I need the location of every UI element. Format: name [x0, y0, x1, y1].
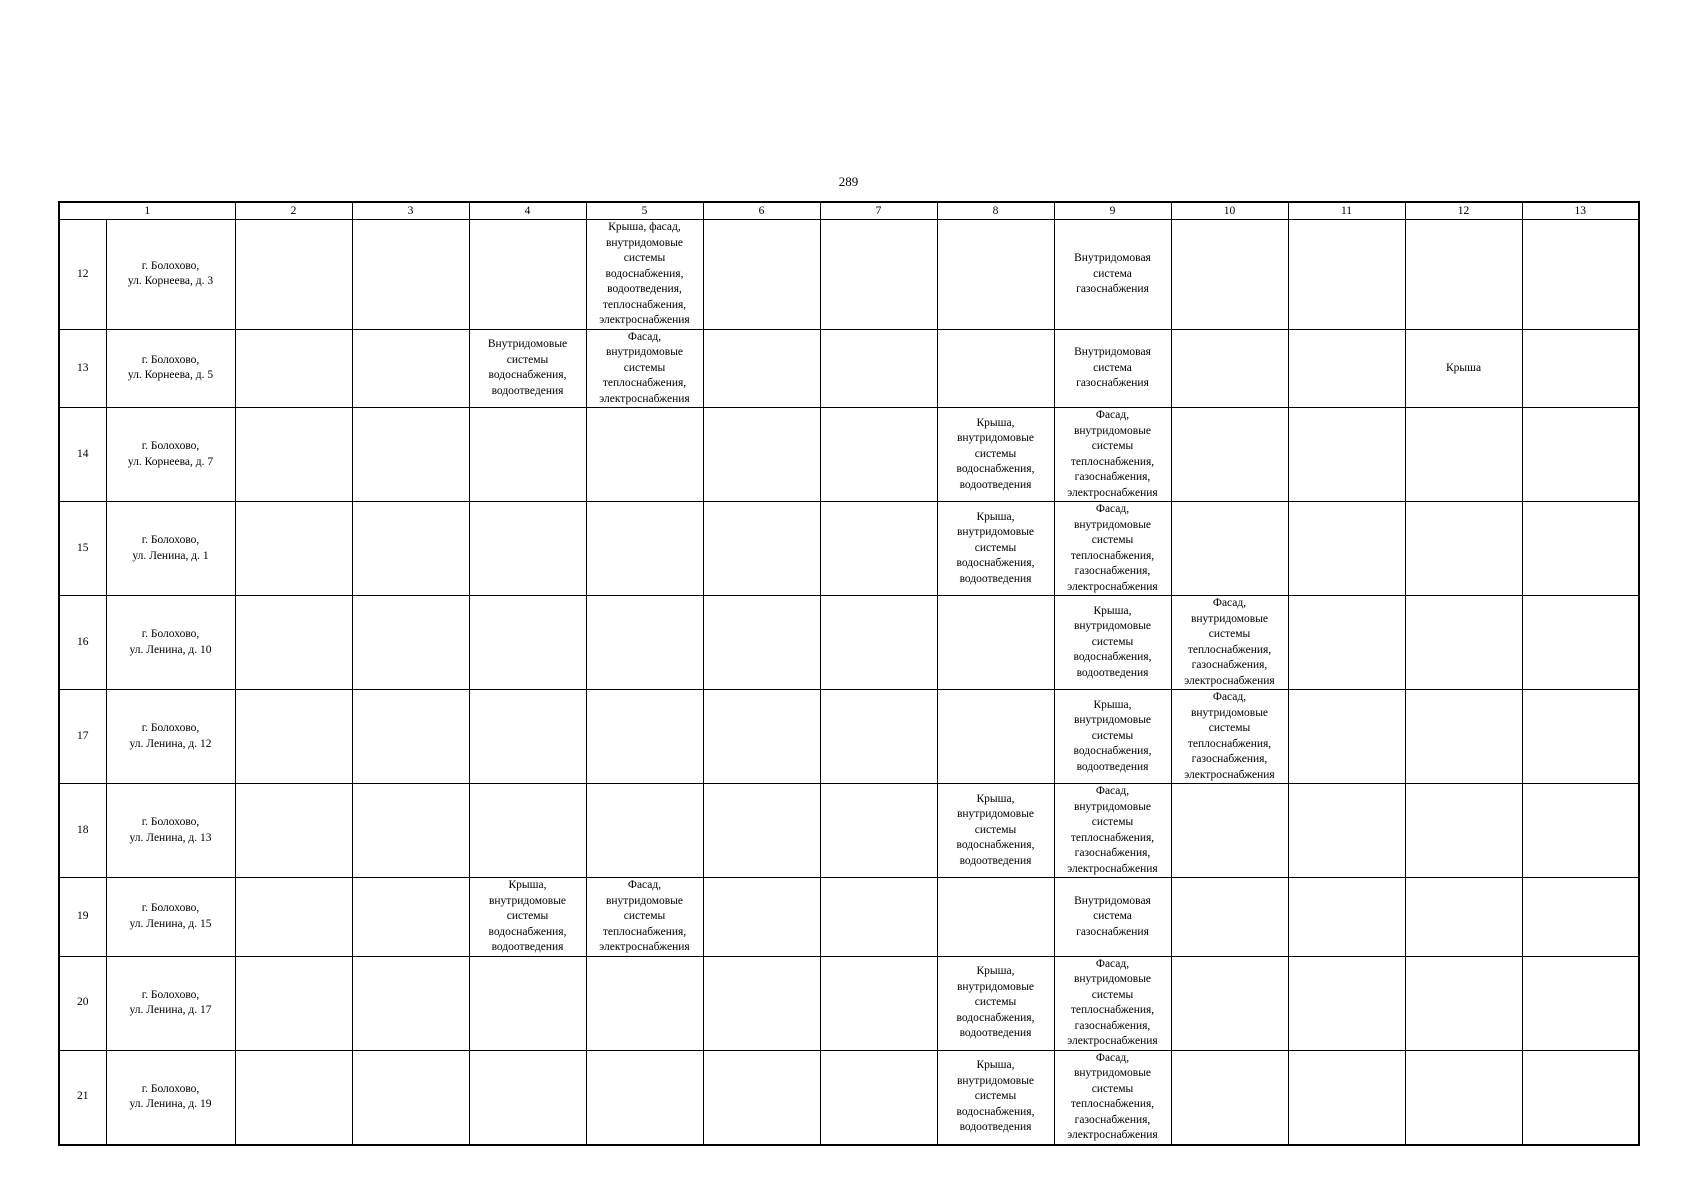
address-cell: г. Болохово, ул. Ленина, д. 15 [106, 878, 235, 957]
work-cell-8 [937, 329, 1054, 408]
work-cell-13 [1522, 408, 1639, 502]
header-cell: 10 [1171, 202, 1288, 220]
header-cell: 2 [235, 202, 352, 220]
work-cell-2 [235, 408, 352, 502]
work-cell-7 [820, 1050, 937, 1145]
work-cell-3 [352, 878, 469, 957]
row-number: 18 [59, 784, 106, 878]
work-cell-4 [469, 596, 586, 690]
work-cell-4 [469, 690, 586, 784]
work-cell-13 [1522, 878, 1639, 957]
work-cell-9: Фасад, внутридомовые системы теплоснабжения, газоснабжения, электроснабжения [1054, 1050, 1171, 1145]
work-cell-5 [586, 956, 703, 1050]
work-cell-12 [1405, 956, 1522, 1050]
work-cell-2 [235, 220, 352, 330]
work-cell-5: Крыша, фасад, внутридомовые системы водоснабжения, водоотведения, теплоснабжения, электроснабжения [586, 220, 703, 330]
work-cell-10 [1171, 220, 1288, 330]
work-cell-7 [820, 408, 937, 502]
work-cell-2 [235, 878, 352, 957]
work-cell-5 [586, 784, 703, 878]
header-cell: 1 [59, 202, 235, 220]
work-cell-4 [469, 502, 586, 596]
address-cell: г. Болохово, ул. Ленина, д. 13 [106, 784, 235, 878]
row-number: 13 [59, 329, 106, 408]
work-cell-8: Крыша, внутридомовые системы водоснабжения, водоотведения [937, 1050, 1054, 1145]
work-cell-2 [235, 784, 352, 878]
address-cell: г. Болохово, ул. Ленина, д. 1 [106, 502, 235, 596]
row-number: 17 [59, 690, 106, 784]
work-cell-9: Внутридомовая система газоснабжения [1054, 220, 1171, 330]
row-number: 15 [59, 502, 106, 596]
work-cell-10: Фасад, внутридомовые системы теплоснабжения, газоснабжения, электроснабжения [1171, 596, 1288, 690]
table-row [59, 878, 1639, 957]
address-cell: г. Болохово, ул. Корнеева, д. 5 [106, 329, 235, 408]
work-cell-13 [1522, 220, 1639, 330]
work-cell-7 [820, 784, 937, 878]
work-cell-12: Крыша [1405, 329, 1522, 408]
work-cell-9: Фасад, внутридомовые системы теплоснабжения, газоснабжения, электроснабжения [1054, 408, 1171, 502]
work-cell-11 [1288, 220, 1405, 330]
work-cell-8 [937, 878, 1054, 957]
work-cell-8: Крыша, внутридомовые системы водоснабжения, водоотведения [937, 784, 1054, 878]
work-cell-7 [820, 956, 937, 1050]
work-cell-6 [703, 690, 820, 784]
work-cell-6 [703, 956, 820, 1050]
work-cell-11 [1288, 502, 1405, 596]
work-cell-12 [1405, 1050, 1522, 1145]
work-cell-3 [352, 220, 469, 330]
table-row [59, 690, 1639, 784]
address-cell: г. Болохово, ул. Ленина, д. 10 [106, 596, 235, 690]
work-cell-4 [469, 408, 586, 502]
work-cell-4 [469, 956, 586, 1050]
row-number: 20 [59, 956, 106, 1050]
table-row [59, 408, 1639, 502]
work-cell-8: Крыша, внутридомовые системы водоснабжения, водоотведения [937, 408, 1054, 502]
header-cell: 3 [352, 202, 469, 220]
work-cell-8 [937, 596, 1054, 690]
work-cell-12 [1405, 220, 1522, 330]
work-cell-11 [1288, 690, 1405, 784]
work-cell-11 [1288, 878, 1405, 957]
table-row [59, 502, 1639, 596]
header-cell: 7 [820, 202, 937, 220]
work-cell-12 [1405, 878, 1522, 957]
header-row [59, 202, 1639, 220]
row-number: 19 [59, 878, 106, 957]
work-cell-8 [937, 690, 1054, 784]
work-cell-10 [1171, 329, 1288, 408]
work-cell-9: Фасад, внутридомовые системы теплоснабжения, газоснабжения, электроснабжения [1054, 956, 1171, 1050]
work-cell-2 [235, 1050, 352, 1145]
repair-schedule-table [58, 201, 1640, 1146]
work-cell-4 [469, 784, 586, 878]
work-cell-12 [1405, 784, 1522, 878]
work-cell-9: Фасад, внутридомовые системы теплоснабжения, газоснабжения, электроснабжения [1054, 502, 1171, 596]
work-cell-6 [703, 878, 820, 957]
work-cell-13 [1522, 784, 1639, 878]
work-cell-10 [1171, 784, 1288, 878]
work-cell-13 [1522, 596, 1639, 690]
work-cell-12 [1405, 408, 1522, 502]
work-cell-2 [235, 596, 352, 690]
address-cell: г. Болохово, ул. Ленина, д. 12 [106, 690, 235, 784]
work-cell-3 [352, 956, 469, 1050]
work-cell-11 [1288, 1050, 1405, 1145]
work-cell-5: Фасад, внутридомовые системы теплоснабжения, электроснабжения [586, 329, 703, 408]
work-cell-10 [1171, 1050, 1288, 1145]
work-cell-6 [703, 1050, 820, 1145]
table-row [59, 596, 1639, 690]
work-cell-12 [1405, 690, 1522, 784]
work-cell-12 [1405, 502, 1522, 596]
work-cell-5 [586, 596, 703, 690]
work-cell-13 [1522, 502, 1639, 596]
work-cell-13 [1522, 1050, 1639, 1145]
work-cell-11 [1288, 329, 1405, 408]
work-cell-12 [1405, 596, 1522, 690]
work-cell-6 [703, 408, 820, 502]
work-cell-8: Крыша, внутридомовые системы водоснабжения, водоотведения [937, 956, 1054, 1050]
work-cell-13 [1522, 329, 1639, 408]
work-cell-9: Внутридомовая система газоснабжения [1054, 878, 1171, 957]
work-cell-4 [469, 1050, 586, 1145]
address-cell: г. Болохово, ул. Ленина, д. 17 [106, 956, 235, 1050]
table-row [59, 956, 1639, 1050]
work-cell-4 [469, 220, 586, 330]
work-cell-5 [586, 1050, 703, 1145]
work-cell-5 [586, 408, 703, 502]
header-cell: 8 [937, 202, 1054, 220]
work-cell-7 [820, 878, 937, 957]
work-cell-4: Внутридомовые системы водоснабжения, водоотведения [469, 329, 586, 408]
work-cell-11 [1288, 784, 1405, 878]
work-cell-2 [235, 690, 352, 784]
work-cell-7 [820, 502, 937, 596]
work-cell-3 [352, 1050, 469, 1145]
work-cell-8 [937, 220, 1054, 330]
work-cell-10 [1171, 878, 1288, 957]
row-number: 12 [59, 220, 106, 330]
address-cell: г. Болохово, ул. Ленина, д. 19 [106, 1050, 235, 1145]
header-cell: 4 [469, 202, 586, 220]
work-cell-10: Фасад, внутридомовые системы теплоснабжения, газоснабжения, электроснабжения [1171, 690, 1288, 784]
work-cell-2 [235, 329, 352, 408]
address-cell: г. Болохово, ул. Корнеева, д. 7 [106, 408, 235, 502]
work-cell-7 [820, 596, 937, 690]
work-cell-3 [352, 408, 469, 502]
header-cell: 5 [586, 202, 703, 220]
work-cell-4: Крыша, внутридомовые системы водоснабжения, водоотведения [469, 878, 586, 957]
work-cell-2 [235, 502, 352, 596]
header-cell: 13 [1522, 202, 1639, 220]
header-cell: 11 [1288, 202, 1405, 220]
work-cell-9: Фасад, внутридомовые системы теплоснабжения, газоснабжения, электроснабжения [1054, 784, 1171, 878]
work-cell-3 [352, 502, 469, 596]
table-row [59, 329, 1639, 408]
work-cell-13 [1522, 690, 1639, 784]
work-cell-11 [1288, 956, 1405, 1050]
work-cell-8: Крыша, внутридомовые системы водоснабжения, водоотведения [937, 502, 1054, 596]
work-cell-3 [352, 596, 469, 690]
table-row [59, 784, 1639, 878]
work-cell-6 [703, 784, 820, 878]
work-cell-9: Крыша, внутридомовые системы водоснабжения, водоотведения [1054, 596, 1171, 690]
work-cell-10 [1171, 408, 1288, 502]
header-cell: 12 [1405, 202, 1522, 220]
work-cell-2 [235, 956, 352, 1050]
table-row [59, 220, 1639, 330]
page-number: 289 [838, 174, 859, 189]
work-cell-7 [820, 220, 937, 330]
work-cell-9: Внутридомовая система газоснабжения [1054, 329, 1171, 408]
work-cell-13 [1522, 956, 1639, 1050]
work-cell-3 [352, 690, 469, 784]
row-number: 14 [59, 408, 106, 502]
row-number: 16 [59, 596, 106, 690]
table-row [59, 1050, 1639, 1145]
work-cell-3 [352, 329, 469, 408]
work-cell-10 [1171, 956, 1288, 1050]
row-number: 21 [59, 1050, 106, 1145]
work-cell-11 [1288, 408, 1405, 502]
work-cell-7 [820, 329, 937, 408]
work-cell-6 [703, 220, 820, 330]
work-cell-11 [1288, 596, 1405, 690]
work-cell-3 [352, 784, 469, 878]
work-cell-7 [820, 690, 937, 784]
header-cell: 6 [703, 202, 820, 220]
work-cell-6 [703, 596, 820, 690]
address-cell: г. Болохово, ул. Корнеева, д. 3 [106, 220, 235, 330]
work-cell-10 [1171, 502, 1288, 596]
work-cell-6 [703, 502, 820, 596]
work-cell-9: Крыша, внутридомовые системы водоснабжения, водоотведения [1054, 690, 1171, 784]
header-cell: 9 [1054, 202, 1171, 220]
work-cell-5: Фасад, внутридомовые системы теплоснабжения, электроснабжения [586, 878, 703, 957]
work-cell-5 [586, 502, 703, 596]
work-cell-5 [586, 690, 703, 784]
work-cell-6 [703, 329, 820, 408]
